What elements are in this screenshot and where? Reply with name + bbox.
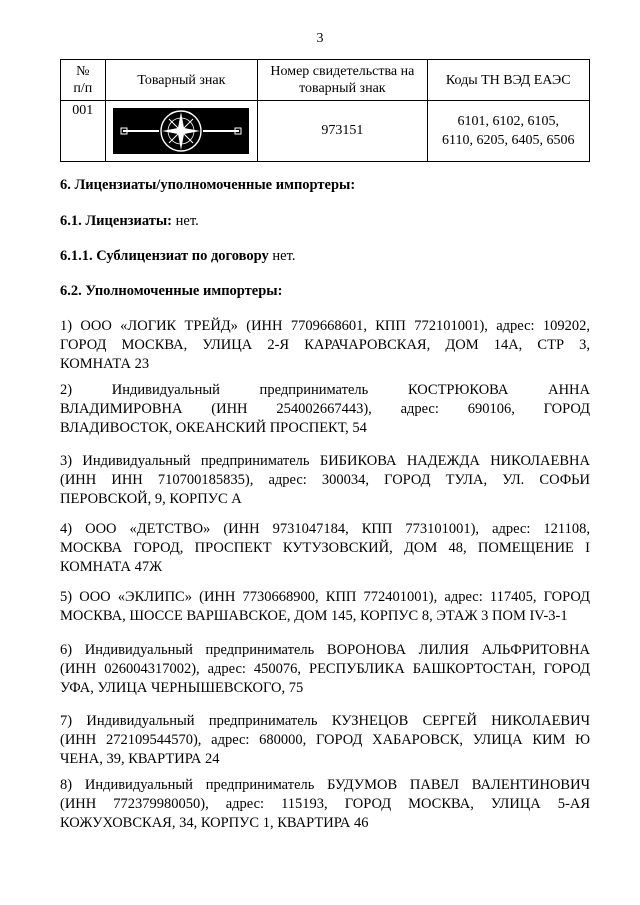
row-number: 001	[61, 101, 106, 162]
importer-3	[60, 452, 590, 509]
section-6-1	[60, 212, 590, 231]
compass-rose-logo-icon	[113, 108, 249, 154]
importer-3-line2: (ИНН ИНН 710700185835), адрес: 300034, ГОРОД ТУЛА, УЛ. СОФЬИ	[60, 472, 590, 488]
importer-4	[60, 520, 590, 577]
header-certificate-line2: товарный знак	[299, 81, 386, 96]
importer-5-line1: 5) ООО «ЭКЛИПС» (ИНН 7730668900, КПП 772401001), адрес: 117405, ГОРОД	[60, 589, 590, 605]
section-6-1-label: 6.1. Лицензиаты:	[60, 213, 173, 229]
importer-6-line2: (ИНН 026004317002), адрес: 450076, РЕСПУБЛИКА БАШКОРТОСТАН, ГОРОД	[60, 661, 590, 677]
section-6-1-1-label: 6.1.1. Сублицензиат по договору	[60, 248, 269, 264]
importer-1-line1: 1) ООО «ЛОГИК ТРЕЙД» (ИНН 7709668601, КПП 772101001), адрес: 109202,	[60, 318, 590, 334]
header-codes: Коды ТН ВЭД ЕАЭС	[427, 60, 590, 101]
header-certificate	[258, 60, 427, 101]
importer-1-line3: КОМНАТА 23	[60, 356, 150, 372]
importer-4-line2: МОСКВА ГОРОД, ПРОСПЕКТ КУТУЗОВСКИЙ, ДОМ 48, ПОМЕЩЕНИЕ I	[60, 540, 590, 556]
importer-3-line1: 3) Индивидуальный предприниматель БИБИКОВА НАДЕЖДА НИКОЛАЕВНА	[60, 453, 590, 469]
importer-5-line2: МОСКВА, ШОССЕ ВАРШАВСКОЕ, ДОМ 145, КОРПУС 8, ЭТАЖ 3 ПОМ IV-3-1	[60, 608, 568, 624]
section-6-heading: 6. Лицензиаты/уполномоченные импортеры:	[60, 177, 356, 193]
importer-8-line3: КОЖУХОВСКАЯ, 34, КОРПУС 1, КВАРТИРА 46	[60, 815, 369, 831]
header-number-line2: п/п	[73, 81, 93, 96]
trademark-cell	[105, 101, 258, 162]
table-row	[61, 101, 590, 162]
importer-8-line1: 8) Индивидуальный предприниматель БУДУМОВ ПАВЕЛ ВАЛЕНТИНОВИЧ	[60, 777, 590, 793]
importer-1-line2: ГОРОД МОСКВА, УЛИЦА 2-Я КАРАЧАРОВСКАЯ, ДОМ 14А, СТР 3,	[60, 337, 590, 353]
trademark-table	[60, 59, 590, 162]
importer-6	[60, 641, 590, 698]
importer-8-line2: (ИНН 772379980050), адрес: 115193, ГОРОД МОСКВА, УЛИЦА 5-АЯ	[60, 796, 590, 812]
importer-4-line1: 4) ООО «ДЕТСТВО» (ИНН 9731047184, КПП 773101001), адрес: 121108,	[60, 521, 590, 537]
importer-6-line1: 6) Индивидуальный предприниматель ВОРОНОВА ЛИЛИЯ АЛЬФРИТОВНА	[60, 642, 590, 658]
importer-4-line3: КОМНАТА 47Ж	[60, 559, 163, 575]
hs-codes-line1: 6101, 6102, 6105,	[457, 114, 559, 129]
header-number-line1: №	[76, 64, 90, 79]
importer-7-line1: 7) Индивидуальный предприниматель КУЗНЕЦОВ СЕРГЕЙ НИКОЛАЕВИЧ	[60, 713, 590, 729]
importer-7-line3: ЧЕНА, 39, КВАРТИРА 24	[60, 751, 220, 767]
section-6-1-1	[60, 247, 590, 266]
section-6-2-heading: 6.2. Уполномоченные импортеры:	[60, 283, 283, 299]
importer-2-line2: ВЛАДИМИРОВНА (ИНН 254002667443), адрес: 690106, ГОРОД	[60, 401, 590, 417]
importer-2-line1: 2) Индивидуальный предприниматель КОСТРЮКОВА АННА	[60, 382, 590, 398]
table-header-row	[61, 60, 590, 101]
trademark-logo	[113, 108, 249, 154]
page-number: 3	[316, 31, 324, 46]
header-number	[61, 60, 106, 101]
section-6-1-1-value: нет.	[268, 248, 296, 264]
importer-5	[60, 588, 590, 626]
hs-codes-line2: 6110, 6205, 6405, 6506	[442, 133, 575, 148]
importer-6-line3: УФА, УЛИЦА ЧЕРНЫШЕВСКОГО, 75	[60, 680, 304, 696]
header-trademark: Товарный знак	[105, 60, 258, 101]
importer-7	[60, 712, 590, 769]
section-6-1-value: нет.	[172, 213, 199, 229]
importer-1	[60, 317, 590, 374]
certificate-number: 973151	[258, 101, 427, 162]
hs-codes	[427, 101, 590, 162]
importer-3-line3: ПЕРОВСКОЙ, 9, КОРПУС А	[60, 491, 242, 507]
importer-2	[60, 381, 590, 438]
importer-2-line3: ВЛАДИВОСТОК, ОКЕАНСКИЙ ПРОСПЕКТ, 54	[60, 420, 367, 436]
header-certificate-line1: Номер свидетельства на	[270, 64, 415, 79]
importer-8	[60, 776, 590, 833]
importer-7-line2: (ИНН 272109544570), адрес: 680000, ГОРОД ХАБАРОВСК, УЛИЦА КИМ Ю	[60, 732, 590, 748]
